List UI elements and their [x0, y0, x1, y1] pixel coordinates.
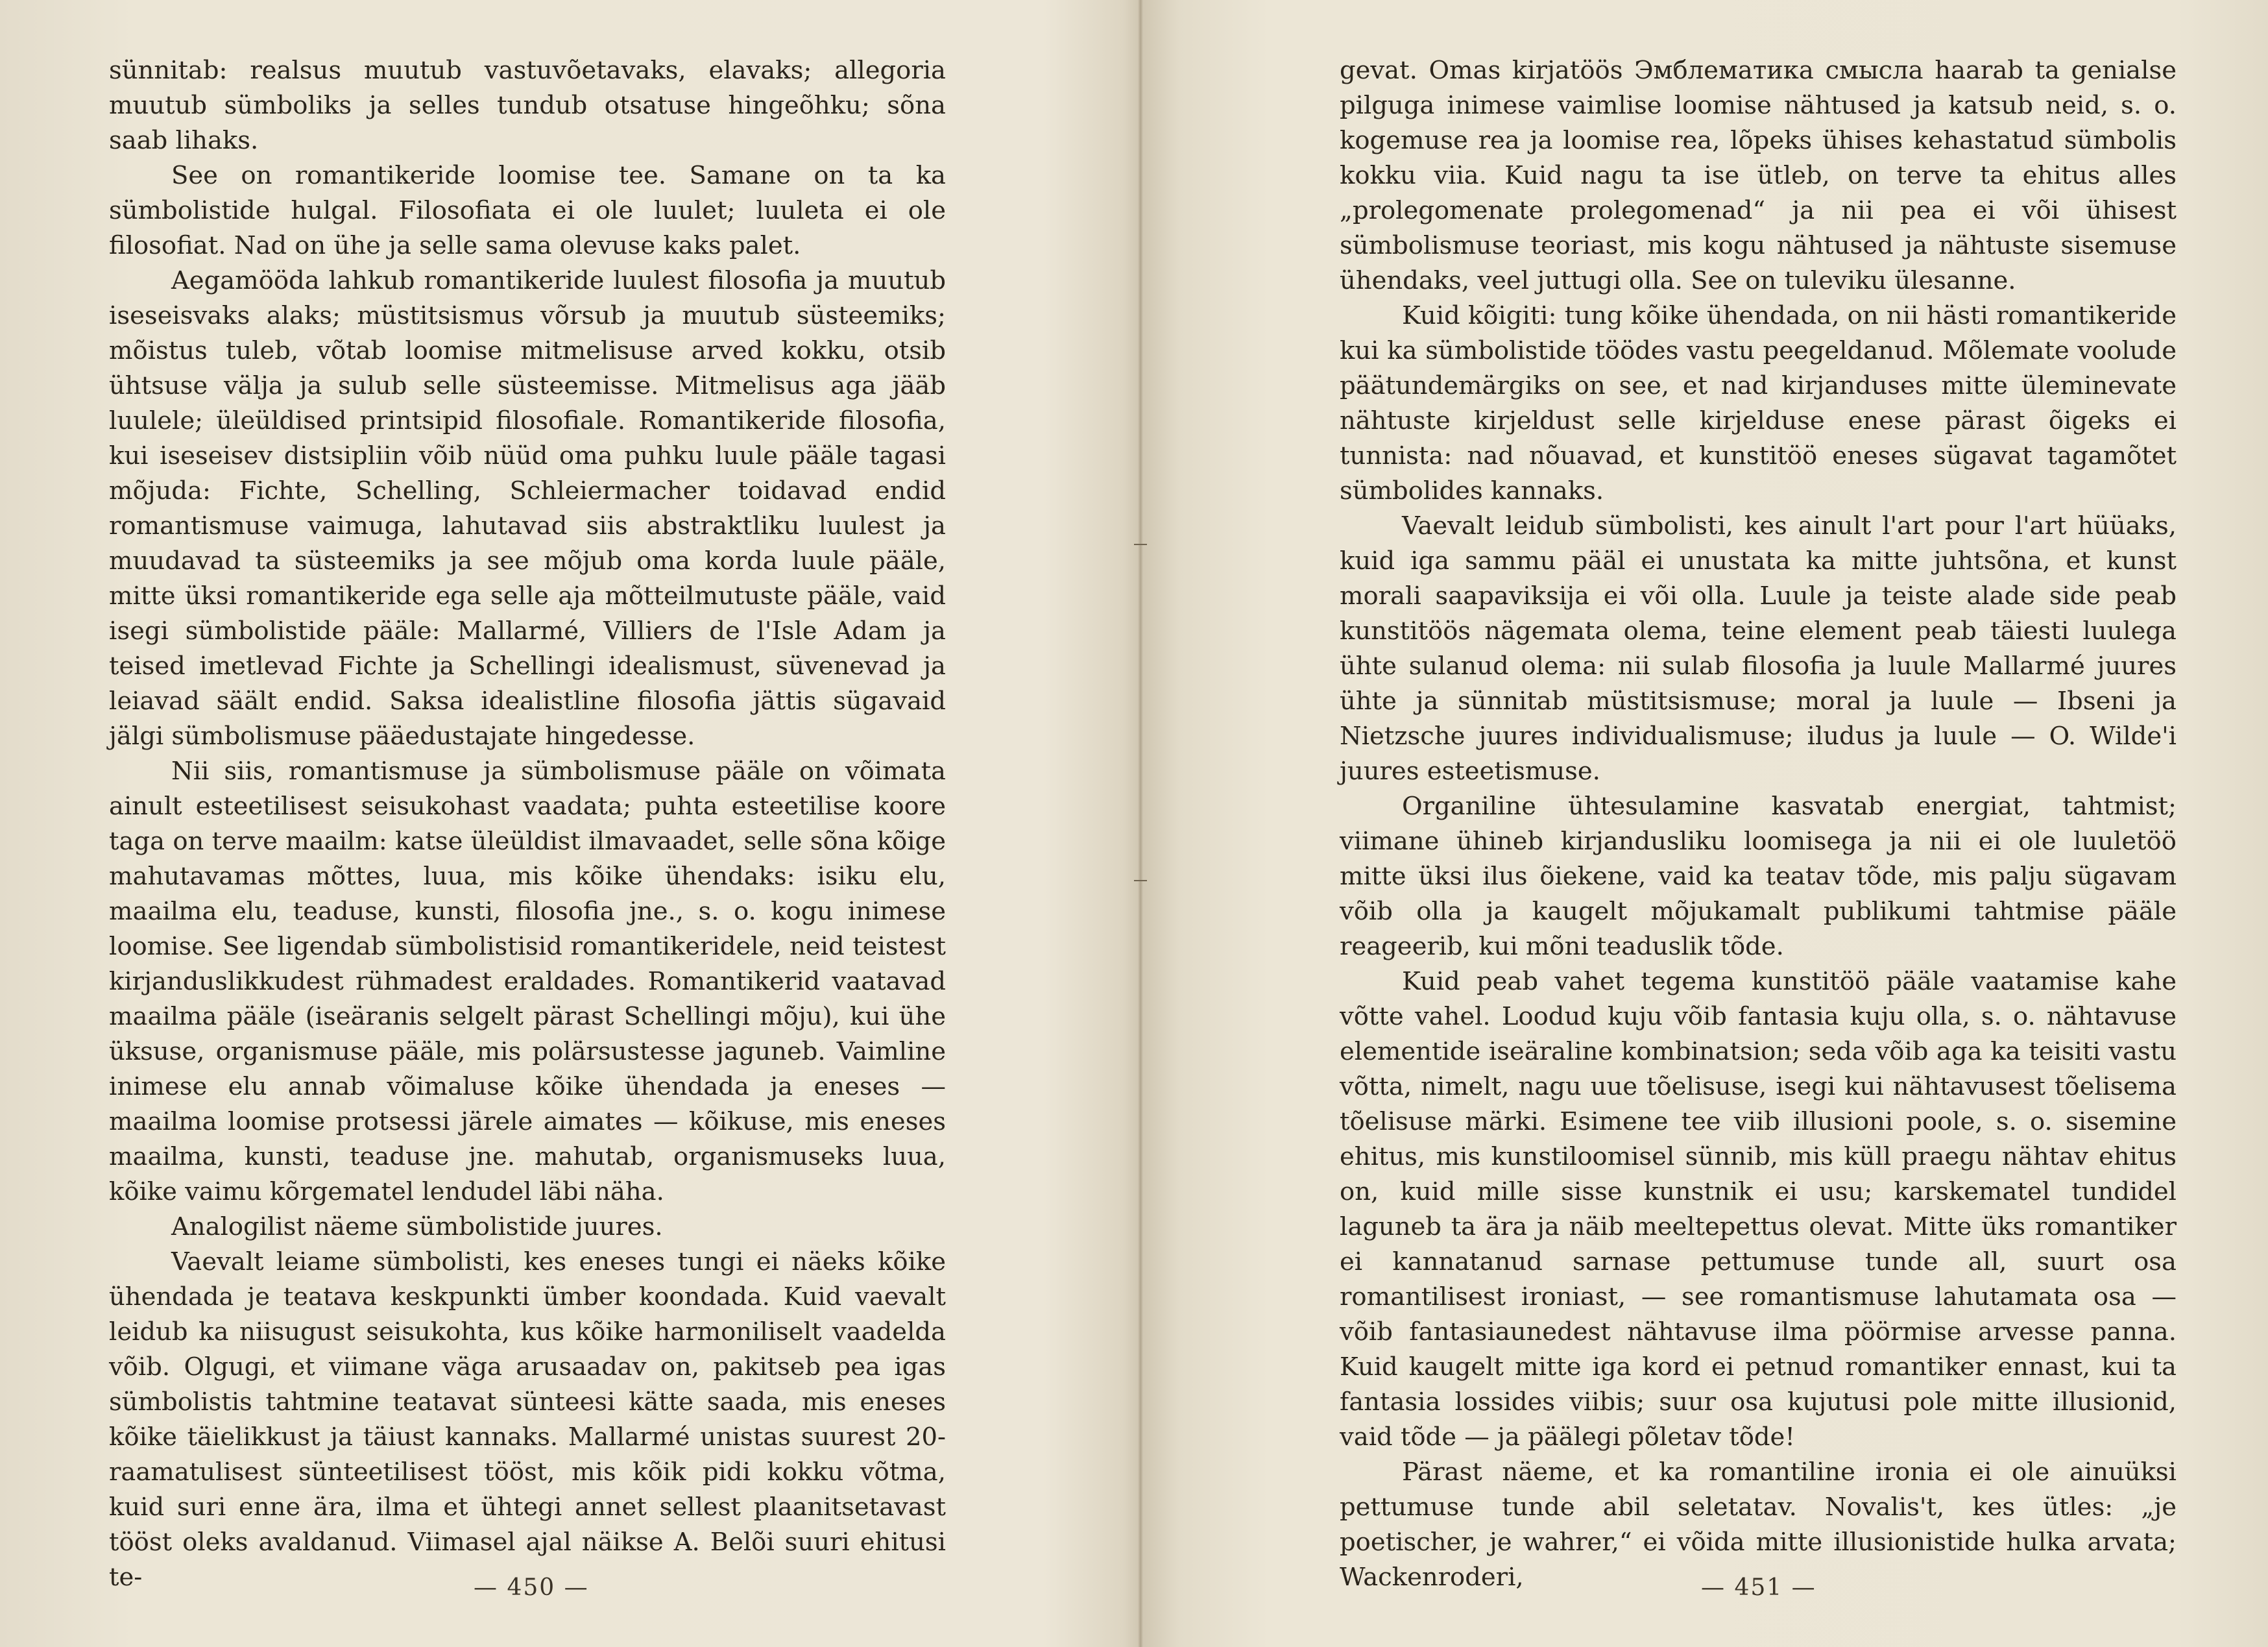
paragraph: Vaevalt leidub sümbolisti, kes ainult l'art pour l'art hüüaks, kuid iga sammu pääl ei unustata ka mitte juhtsõna, et kunst morali saapaviksija ei või olla. Luule ja teiste alade side peab kunstitöös nägemata olema, teine element peab täiesti luulega ühte sulanud olema: nii sulab filosofia ja luule Mallarmé juures ühte ja sünnitab müstitsismuse; moral ja luule — Ibseni ja Nietzsche juures individualismuse; iludus ja luule — O. Wilde'i juures esteetismuse. — [1340, 511, 2177, 786]
left-page-text — [109, 53, 946, 1595]
book-gutter — [1138, 0, 1143, 1647]
paragraph: Vaevalt leiame sümbolisti, kes eneses tungi ei näeks kõike ühendada je teatava keskpunkti ümber koondada. Kuid vaevalt leidub ka niisugust seisukohta, kus kõike harmoniliselt vaadelda võib. Olgugi, et viimane väga arusaadav on, pakitseb pea igas sümbolistis tahtmine teatavat sünteesi kätte saada, mis eneses kõike täielikkust ja täiust kannaks. Mallarmé unistas suurest 20-raamatulisest sünteetilisest tööst, mis kõik pidi kokku võtma, kuid suri enne ära, ilma et ühtegi annet sellest plaanitsetavast tööst oleks avaldanud. Viimasel ajal näikse A. Belõi suuri ehitusi te- — [109, 1247, 946, 1592]
paragraph: Analogilist näeme sümbolistide juures. — [171, 1212, 663, 1241]
paragraph: Organiline ühtesulamine kasvatab energiat, tahtmist; viimane ühineb kirjandusliku loomisega ja nii ei ole luuletöö mitte üksi ilus õiekene, vaid ka teatav tõde, mis palju sügavam võib olla ja kaugelt mõjukamalt publikumi tahtmise pääle reageerib, kui mõni teaduslik tõde. — [1340, 792, 2177, 961]
paragraph: sünnitab: realsus muutub vastuvõetavaks, elavaks; allegoria muutub sümboliks ja selles tundub otsatuse hingeõhku; sõna saab lihaks. — [109, 56, 946, 155]
paragraph: Kuid kõigiti: tung kõike ühendada, on nii hästi romantikeride kui ka sümbolistide töödes vastu peegeldanud. Mõlemate voolude päätundemärgiks on see, et nad kirjanduses mitte üleminevate nähtuste kirjeldust selle kirjelduse enese pärast õigeks ei tunnista: nad nõuavad, et kunstitöö eneses sügavat tagamõtet sümbolides kannaks. — [1340, 301, 2177, 506]
paragraph: Aegamööda lahkub romantikeride luulest filosofia ja muutub iseseisvaks alaks; müstitsismus võrsub ja muutub süsteemiks; mõistus tuleb, võtab loomise mitmelisuse arved kokku, otsib ühtsuse välja ja sulub selle süsteemisse. Mitmelisus aga jääb luulele; üleüldised printsipid filosofiale. Romantikeride filosofia, kui iseseisev distsipliin võib nüüd oma puhku luule pääle tagasi mõjuda: Fichte, Schelling, Schleiermacher toidavad endid romantismuse vaimuga, lahutavad siis abstraktliku luulest ja muudavad ta süsteemiks ja see mõjub oma korda luule pääle, mitte üksi romantikeride ega selle aja mõtteilmutuste pääle, vaid isegi sümbolistide pääle: Mallarmé, Villiers de l'Isle Adam ja teised imetlevad Fichte ja Schellingi idealismust, süvenevad ja leiavad säält endid. Saksa idealistline filosofia jättis sügavaid jälgi sümbolismuse pääedustajate hingedesse. — [109, 266, 946, 751]
page-number: — 450 — — [474, 1574, 589, 1601]
paragraph: Pärast näeme, et ka romantiline ironia ei ole ainuüksi pettumuse tunde abil seletatav. Novalis't, kes ütles: „je poetischer, je wahrer,“ ei võida mitte illusionistide hulka arvata; Wackenroderi, — [1340, 1458, 2177, 1592]
paragraph: Nii siis, romantismuse ja sümbolismuse pääle on võimata ainult esteetilisest seisukohast vaadata; puhta esteetilise koore taga on terve maailm: katse üleüldist ilmavaadet, selle sõna kõige mahutavamas mõttes, luua, mis kõike ühendaks: isiku elu, maailma elu, teaduse, kunsti, filosofia jne., s. o. kogu inimese loomise. See ligendab sümbolistisid romantikeridele, neid teistest kirjanduslikkudest rühmadest eraldades. Romantikerid vaatavad maailma pääle (iseäranis selgelt pärast Schellingi mõju), kui ühe üksuse, organismuse pääle, mis polärsustesse jaguneb. Vaimline inimese elu annab võimaluse kõike ühendada ja eneses — maailma loomise protsessi järele aimates — kõikuse, mis eneses maailma, kunsti, teaduse jne. mahutab, organismuseks luua, kõike vaimu kõrgematel lendudel läbi näha. — [109, 757, 946, 1206]
paragraph: gevat. Omas kirjatöös Эмблематика смысла haarab ta genialse pilguga inimese vaimlise loomise nähtused ja katsub neid, s. o. kogemuse rea ja loomise rea, lõpeks ühises kehastatud sümbolis kokku viia. Kuid nagu ta ise ütleb, on terve ta ehitus alles „prolegomenate prolegomenad“ ja nii pea ei või ühisest sümbolismuse teoriast, mis kogu nähtused ja nähtuste sisemuse ühendaks, veel juttugi olla. See on tuleviku ülesanne. — [1340, 56, 2177, 295]
paragraph: Kuid peab vahet tegema kunstitöö pääle vaatamise kahe võtte vahel. Loodud kuju võib fantasia kuju olla, s. o. nähtavuse elementide iseäraline kombinatsion; seda võib aga ka teisiti vastu võtta, nimelt, nagu uue tõelisuse, isegi kui nähtavusest tõelisema tõelisuse märki. Esimene tee viib illusioni poole, s. o. sisemine ehitus, mis kunstiloomisel sünnib, mis küll praegu nähtav ehitus on, kuid mille sisse kunstnik ei usu; karskematel tundidel laguneb ta ära ja näib meeltepettus olevat. Mitte üks romantiker ei kannatanud sarnase pettumuse tunde all, suurt osa romantilisest ironiast, — see romantismuse lahutamata osa — võib fantasiaunedest nähtavuse ilma pöörmise arvesse panna. Kuid kaugelt mitte iga kord ei petnud romantiker ennast, kui ta fantasia lossides viibis; suur osa kujutusi pole mitte illusionid, vaid tõde — ja päälegi põletav tõde! — [1340, 967, 2177, 1452]
right-page — [1143, 0, 2268, 1647]
paragraph: See on romantikeride loomise tee. Samane on ta ka sümbolistide hulgal. Filosofiata ei ole luulet; luuleta ei ole filosofiat. Nad on ühe ja selle sama olevuse kaks palet. — [109, 161, 946, 260]
right-page-text — [1340, 53, 2177, 1595]
page-number: — 451 — — [1701, 1574, 1816, 1601]
